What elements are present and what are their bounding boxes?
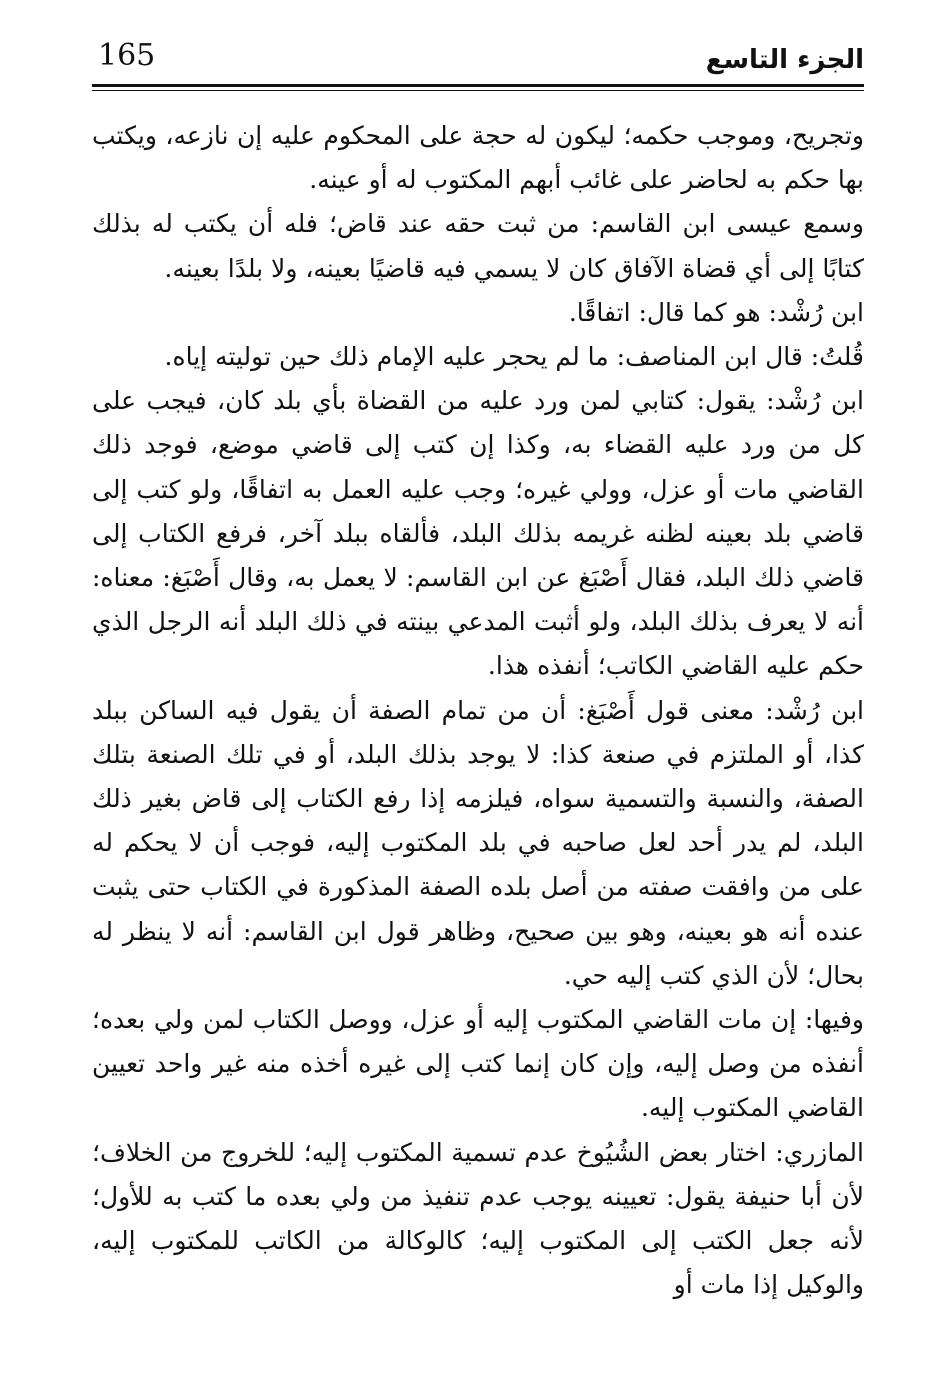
paragraph-6: ابن رُشْد: معنى قول أَصْبَغ: أن من تمام الصفة أن يقول فيه الساكن ببلد كذا، أو الملتزم في صنعة كذا: لا يوجد بذلك البلد، أو في تلك الصنعة بتلك الصفة، والنسبة والتسمية سواه، فيلزمه إذا رفع الكتاب إلى قاض بغير ذلك البلد، لم يدر أحد لعل صاحبه في بلد المكتوب إليه، فوجب أن لا يحكم له على من وافقت صفته من أصل بلده الصفة المذكورة في الكتاب حتى يثبت عنده أنه هو بعينه، وهو بين صحيح، وظاهر قول ابن القاسم: أنه لا ينظر له بحال؛ لأن الذي كتب إليه حي. — [92, 695, 864, 990]
paragraph-7: وفيها: إن مات القاضي المكتوب إليه أو عزل، ووصل الكتاب لمن ولي بعده؛ أنفذه من وصل إليه، وإن كان إنما كتب إلى غيره أخذه منه غير واحد تعيين القاضي المكتوب إليه. — [92, 1005, 864, 1123]
body-text — [92, 114, 864, 1307]
running-title: الجزء التاسع — [705, 45, 864, 75]
paragraph-4: قُلتُ: قال ابن المناصف: ما لم يحجر عليه الإمام ذلك حين توليته إياه. — [164, 342, 864, 372]
header-rule-thick — [92, 84, 864, 87]
paragraph-5: ابن رُشْد: يقول: كتابي لمن ورد عليه من القضاة بأي بلد كان، فيجب على كل من ورد عليه القضاء به، وكذا إن كتب إلى قاضي موضع، فوجد ذلك القاضي مات أو عزل، وولي غيره؛ وجب عليه العمل به اتفاقًا، ولو كتب إلى قاضي بلد بعينه لظنه غريمه بذلك البلد، فألقاه ببلد آخر، فرفع الكتاب إلى قاضي ذلك البلد، فقال أَصْبَغ عن ابن القاسم: لا يعمل به، وقال أَصْبَغ: معناه: أنه لا يعرف بذلك البلد، ولو أثبت المدعي بينته في ذلك البلد أنه الرجل الذي حكم عليه القاضي الكاتب؛ أنفذه هذا. — [92, 386, 864, 681]
page-header — [92, 30, 864, 86]
paragraph-3: ابن رُشْد: هو كما قال: اتفاقًا. — [568, 297, 864, 327]
paragraph-8: المازري: اختار بعض الشُيُوخ عدم تسمية المكتوب إليه؛ للخروج من الخلاف؛ لأن أبا حنيفة يقول: تعيينه يوجب عدم تنفيذ من ولي بعده ما كتب به للأول؛ لأنه جعل الكتب إلى المكتوب إليه؛ كالوكالة من الكاتب للمكتوب إليه، والوكيل إذا مات أو — [92, 1137, 864, 1300]
paragraph-2: وسمع عيسى ابن القاسم: من ثبت حقه عند قاض؛ فله أن يكتب له بذلك كتابًا إلى أي قضاة الآفاق كان لا يسمي فيه قاضيًا بعينه، ولا بلدًا بعينه. — [92, 209, 864, 283]
header-rule-thin — [92, 90, 864, 91]
paragraph-1: وتجريح، وموجب حكمه؛ ليكون له حجة على المحكوم عليه إن نازعه، ويكتب بها حكم به لحاضر على غائب أبهم المكتوب له أو عينه. — [92, 121, 864, 195]
page-number: 165 — [98, 38, 156, 73]
